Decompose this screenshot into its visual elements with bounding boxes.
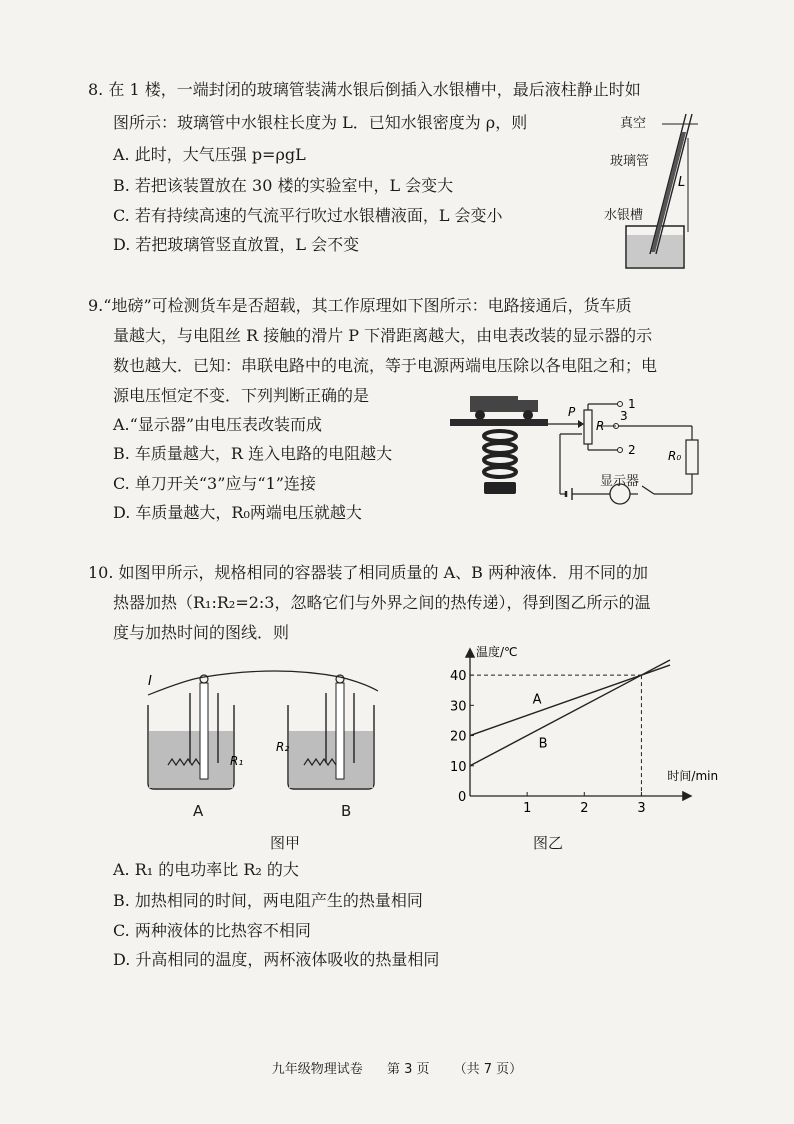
beaker-label-B: B bbox=[341, 802, 352, 820]
y-tick-label-40: 40 bbox=[450, 669, 467, 685]
truck-wheel-rear bbox=[475, 410, 485, 420]
q8-option-c: C. 若有持续高速的气流平行吹过水银槽液面，L 会变小 bbox=[113, 206, 503, 225]
x-tick-label-1: 1 bbox=[523, 801, 532, 816]
terminal-2 bbox=[618, 448, 623, 453]
y-tick-label-20: 20 bbox=[450, 729, 467, 745]
thermometer-B bbox=[336, 683, 344, 779]
page-footer bbox=[0, 1058, 794, 1077]
x-tick-label-2: 2 bbox=[580, 801, 589, 816]
x-axis-title: 时间/min bbox=[667, 769, 719, 783]
q9-option-a: A.“显示器”由电压表改装而成 bbox=[113, 415, 323, 434]
label-terminal-2: 2 bbox=[628, 443, 636, 457]
figure-jia-beakers bbox=[128, 665, 388, 795]
label-R1: R₁ bbox=[230, 754, 244, 768]
q8-stem-line2: 图所示：玻璃管中水银柱长度为 L．已知水银密度为 ρ，则 bbox=[113, 113, 528, 132]
y-tick-label-30: 30 bbox=[450, 699, 467, 715]
thermometer-A bbox=[200, 683, 208, 779]
q10-stem-line2: 热器加热（R₁:R₂=2:3，忽略它们与外界之间的热传递），得到图乙所示的温 bbox=[113, 593, 651, 612]
spring-base bbox=[484, 482, 516, 494]
q10-stem-line1: 10. 如图甲所示，规格相同的容器装了相同质量的 A、B 两种液体．用不同的加 bbox=[88, 563, 649, 582]
q9-stem-line1: 9.“地磅”可检测货车是否超载，其工作原理如下图所示：电路接通后，货车质 bbox=[88, 296, 632, 315]
label-P: P bbox=[568, 405, 576, 419]
series-line-B bbox=[470, 660, 670, 766]
q9-option-d: D. 车质量越大，R₀两端电压就越大 bbox=[113, 503, 362, 522]
truck-body bbox=[470, 396, 518, 412]
label-display: 显示器 bbox=[600, 474, 640, 489]
q8-option-b: B. 若把该装置放在 30 楼的实验室中，L 会变大 bbox=[113, 176, 454, 195]
label-R2: R₂ bbox=[276, 740, 290, 754]
q10-stem-line3: 度与加热时间的图线．则 bbox=[113, 623, 290, 642]
slider-tip bbox=[578, 420, 584, 428]
tube-right-wall bbox=[656, 114, 692, 254]
label-terminal-1: 1 bbox=[628, 397, 636, 411]
q9-stem-line3: 数也越大．已知：串联电路中的电流，等于电源两端电压除以各电阻之和；电 bbox=[113, 356, 658, 375]
spring bbox=[484, 431, 516, 477]
q9-option-b: B. 车质量越大，R 连入电路的电阻越大 bbox=[113, 444, 393, 463]
beaker-label-A: A bbox=[193, 802, 204, 820]
q10-option-c: C. 两种液体的比热容不相同 bbox=[113, 921, 311, 940]
q10-option-b: B. 加热相同的时间，两电阻产生的热量相同 bbox=[113, 891, 423, 910]
footer-page-number: 第 3 页 bbox=[386, 1062, 430, 1077]
series-label-A: A bbox=[532, 692, 542, 708]
label-R: R bbox=[596, 419, 605, 433]
truck-wheel-front bbox=[523, 410, 533, 420]
q8-option-d: D. 若把玻璃管竖直放置，L 会不变 bbox=[113, 235, 360, 254]
figure-yi-caption: 图乙 bbox=[533, 834, 564, 852]
label-terminal-3: 3 bbox=[620, 409, 628, 423]
footer-subject: 九年级物理试卷 bbox=[271, 1062, 363, 1077]
figure-jia-caption: 图甲 bbox=[270, 834, 301, 852]
label-L: L bbox=[678, 175, 686, 190]
label-glass-tube: 玻璃管 bbox=[610, 154, 650, 169]
liquid-A bbox=[149, 731, 233, 788]
footer-total-pages: （共 7 页） bbox=[453, 1062, 523, 1077]
series-label-B: B bbox=[538, 736, 548, 752]
y-tick-label-10: 10 bbox=[450, 759, 467, 775]
q9-stem-line2: 量越大，与电阻丝 R 接触的滑片 P 下滑距离越大，由电表改装的显示器的示 bbox=[113, 326, 653, 345]
mercury-column bbox=[651, 132, 686, 252]
figure-yi-chart bbox=[430, 642, 719, 816]
label-vacuum: 真空 bbox=[620, 116, 647, 131]
q9-stem-line4: 源电压恒定不变．下列判断正确的是 bbox=[113, 386, 370, 405]
q8-option-a: A. 此时，大气压强 p=ρgL bbox=[113, 145, 306, 164]
q10-option-a: A. R₁ 的电功率比 R₂ 的大 bbox=[113, 860, 299, 879]
q10-option-d: D. 升高相同的温度，两杯液体吸收的热量相同 bbox=[113, 950, 440, 969]
origin-label: 0 bbox=[458, 790, 467, 805]
q9-weighbridge-figure bbox=[448, 388, 716, 524]
resistor-R bbox=[584, 410, 592, 444]
resistor-R0 bbox=[686, 440, 698, 474]
main-switch bbox=[642, 486, 654, 494]
terminal-1 bbox=[618, 402, 623, 407]
label-current-I: I bbox=[148, 674, 152, 689]
q8-barometer-figure bbox=[598, 104, 698, 274]
scale-platform bbox=[450, 419, 548, 426]
label-R0: R₀ bbox=[668, 449, 682, 463]
y-axis-title: 温度/℃ bbox=[476, 645, 518, 659]
label-mercury-trough: 水银槽 bbox=[604, 208, 644, 223]
x-tick-label-3: 3 bbox=[637, 801, 646, 816]
q8-stem-line1: 8. 在 1 楼，一端封闭的玻璃管装满水银后倒插入水银槽中，最后液柱静止时如 bbox=[88, 80, 641, 99]
q9-option-c: C. 单刀开关“3”应与“1”连接 bbox=[113, 474, 316, 493]
